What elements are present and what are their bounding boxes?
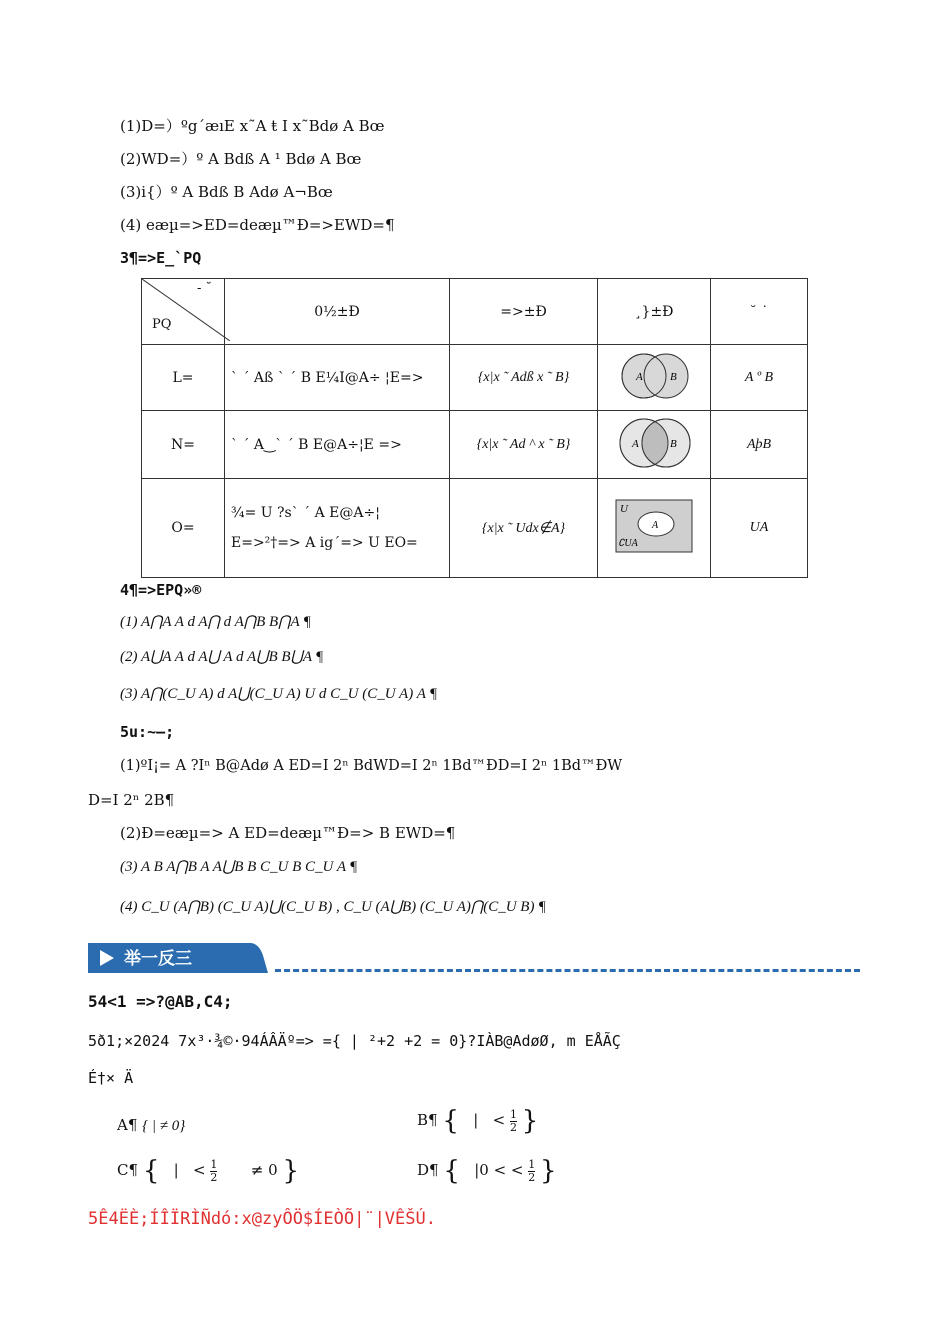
definition-line-2: (2)WD=）º A Bdß A ¹ Bdø A Bœ xyxy=(120,150,362,168)
left-brace: { xyxy=(442,1106,459,1136)
venn-complement-cell xyxy=(598,479,711,578)
venn-complement-diagram xyxy=(614,498,694,554)
venn-label-b: B xyxy=(670,437,677,450)
choice-d[interactable]: D¶ { |0 < < $\frac{1}{2}$ } xyxy=(417,1156,557,1186)
conclusion-line-4: (4) C_U (A⋂B) (C_U A)⋃(C_U B) , C_U (A⋃B) (C_U A)⋂(C_U B) ¶ xyxy=(120,899,547,915)
conclusion-line-3: (3) A B A⋂B A A⋃B B C_U B C_U A ¶ xyxy=(120,859,358,875)
banner-dashed-rule xyxy=(275,969,860,972)
question-line-1: 5ð1;×2024 7x³·¾©·94ÁÂÄº=> ={ | ²+2 +2 = 0}?IÀB@AdøØ, m EÅÃÇ xyxy=(88,1032,621,1050)
set-operations-table xyxy=(141,278,808,578)
definition-line-1: (1)D=）ºg´æıE x˜A ŧ I x˜Bdø A Bœ xyxy=(120,117,385,135)
fraction-one-half: $\frac{1}{2}$ xyxy=(528,1157,536,1184)
row-set-notation: {x|x ˜ Ad ^ x ˜ B} xyxy=(450,411,598,479)
section-heading-5: 5u:~—; xyxy=(120,723,175,741)
row-description: ¾= U ?s` ´ A E@A÷¦ E=>²†=> A ig´=> U EO= xyxy=(225,479,450,578)
row-name: O= xyxy=(142,479,225,578)
header-cell: =>±Ð xyxy=(450,279,598,345)
table-corner-cell xyxy=(142,279,225,345)
table-row xyxy=(142,479,808,578)
table-row xyxy=(142,345,808,411)
corner-top-label: - ˘ xyxy=(196,281,212,296)
choice-a[interactable] xyxy=(117,1116,185,1135)
table-row xyxy=(142,411,808,479)
venn-label-a: A xyxy=(636,370,643,383)
example-heading: 54<1 =>?@AB,C4; xyxy=(88,992,233,1011)
choice-c-label: C¶ xyxy=(117,1161,139,1179)
choice-c-tail: ≠ 0 xyxy=(250,1161,278,1179)
choice-a-label: A¶ xyxy=(117,1116,138,1134)
choice-b-text: < xyxy=(492,1111,506,1129)
property-line-1: (1) A⋂A A d A⋂ d A⋂B B⋂A ¶ xyxy=(120,614,311,630)
row-symbol: A º B xyxy=(711,345,808,411)
choice-a-text: { | ≠ 0} xyxy=(142,1118,186,1134)
property-line-3: (3) A⋂(C_U A) d A⋃(C_U A) U d C_U (C_U A) A ¶ xyxy=(120,686,438,702)
section-heading-4: 4¶=>EPQ»® xyxy=(120,581,202,599)
fraction-one-half: $\frac{1}{2}$ xyxy=(210,1157,218,1184)
venn-union-diagram xyxy=(614,350,694,402)
fraction-one-half: $\frac{1}{2}$ xyxy=(509,1107,517,1134)
row-set-notation: {x|x ˜ Adß x ˜ B} xyxy=(450,345,598,411)
right-brace: } xyxy=(540,1156,557,1186)
answer-line: 5Ê4ËÈ;ÍÎÏRÌÑdó:x@zyÔÖ$ÍEÒÕ|¨|VÊŠÚ. xyxy=(88,1209,436,1229)
header-cell: ˘ ˙ xyxy=(711,279,808,345)
definition-line-3: (3)i{）º A Bdß B Adø A¬Bœ xyxy=(120,183,333,201)
venn-union-cell xyxy=(598,345,711,411)
row-symbol: UA xyxy=(711,479,808,578)
venn-label-a: A xyxy=(652,520,659,531)
choice-b[interactable]: B¶ { | < $\frac{1}{2}$ } xyxy=(417,1106,539,1136)
venn-label-complement: ∁UA xyxy=(618,538,638,549)
left-brace: { xyxy=(443,1156,460,1186)
section-banner xyxy=(88,941,268,975)
venn-intersection-cell xyxy=(598,411,711,479)
venn-label-a: A xyxy=(632,437,639,450)
section-heading-3: 3¶=>E_`PQ xyxy=(120,249,202,267)
right-brace: } xyxy=(521,1106,539,1136)
conclusion-line-2: (2)Ð=eæµ=> A ED=deæµ™Ð=> B EWD=¶ xyxy=(120,824,456,842)
row-description: ` ´ Aß ` ´ B E¼I@A÷ ¦E=> xyxy=(225,345,450,411)
conclusion-line-1: (1)ºI¡= A ?Iⁿ B@Adø A ED=I 2ⁿ BdWD=I 2ⁿ 1Bd™ÐD=I 2ⁿ 1Bd™ÐW xyxy=(120,758,623,774)
header-cell: 0½±Ð xyxy=(225,279,450,345)
corner-bottom-label: PQ xyxy=(152,317,172,332)
banner-label: 举一反三 xyxy=(124,949,192,969)
conclusion-line-1-cont: D=I 2ⁿ 2B¶ xyxy=(88,791,175,809)
choice-b-label: B¶ xyxy=(417,1111,438,1129)
property-line-2: (2) A⋃A A d A⋃ A d A⋃B B⋃A ¶ xyxy=(120,649,324,665)
row-name: L= xyxy=(142,345,225,411)
header-cell: ¸}±Ð xyxy=(598,279,711,345)
right-brace: } xyxy=(282,1156,299,1186)
choice-c[interactable]: C¶ { | < $\frac{1}{2}$ ≠ 0 } xyxy=(117,1156,299,1186)
venn-intersection-diagram xyxy=(612,415,696,471)
question-line-2: É†× Ä xyxy=(88,1069,134,1087)
choice-d-label: D¶ xyxy=(417,1161,439,1179)
choice-c-text: < xyxy=(193,1161,206,1179)
row-symbol: AþB xyxy=(711,411,808,479)
row-name: N= xyxy=(142,411,225,479)
definition-line-4: (4) eæµ=>ED=deæµ™Ð=>EWD=¶ xyxy=(120,216,395,234)
venn-label-u: U xyxy=(620,503,628,515)
row-description: ` ´ A‿` ´ B E@A÷¦E => xyxy=(225,411,450,479)
left-brace: { xyxy=(142,1156,160,1186)
choice-d-text: 0 < < xyxy=(479,1161,524,1179)
venn-label-b: B xyxy=(670,370,677,383)
row-set-notation: {x|x ˜ Udx∉A} xyxy=(450,479,598,578)
